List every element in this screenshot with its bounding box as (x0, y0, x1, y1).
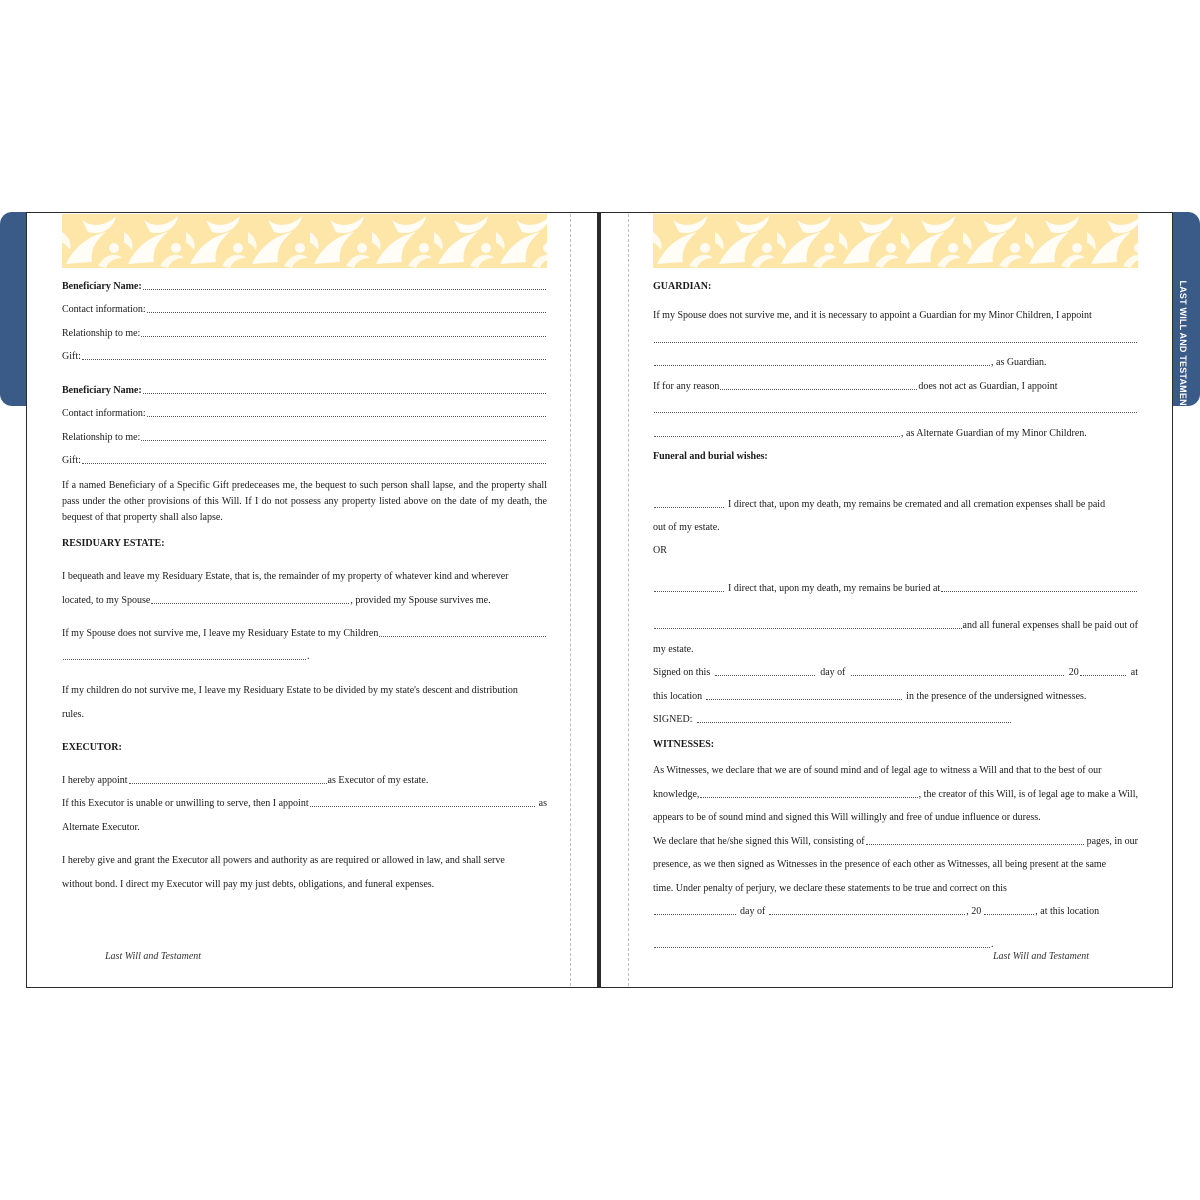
signed-line (653, 713, 1012, 726)
contact-info-row-1 (62, 303, 547, 316)
year-prefix: 20 (1068, 667, 1079, 678)
burial-line (653, 582, 1138, 595)
location-text: this location (653, 691, 703, 702)
witnesses-heading: WITNESSES: (653, 739, 715, 750)
signed-on-line (653, 666, 1138, 679)
beneficiary-name-field[interactable] (143, 280, 546, 290)
field-label: Beneficiary Name: (62, 385, 142, 396)
guardian-line: If my Spouse does not survive me, and it is necessary to appoint a Guardian for my Minor Children, I appoint (653, 310, 1092, 321)
residuary-text: located, to my Spouse (62, 595, 151, 606)
or-separator: OR (653, 545, 667, 556)
alternate-executor-label: Alternate Executor. (62, 822, 140, 833)
children-text: If my Spouse does not survive me, I leave my Residuary Estate to my Children (62, 628, 379, 639)
reason-text: If for any reason (653, 381, 720, 392)
perforation-left (570, 214, 571, 986)
as-guardian-text: , as Guardian. (991, 357, 1047, 368)
alternate-guardian-line-2 (653, 427, 1087, 440)
field-label: Relationship to me: (62, 328, 141, 339)
unable-text: If this Executor is unable or unwilling to serve, then I appoint (62, 798, 309, 809)
witness-line-3: appears to be of sound mind and signed this Will willingly and free of undue influence or duress. (653, 812, 1041, 823)
relationship-field[interactable] (141, 431, 546, 441)
witness-day-field[interactable] (654, 905, 736, 915)
lapse-paragraph: If a named Beneficiary of a Specific Gift predeceases me, the bequest to such person shall lapse, and the property shall pass under the other provisions of this Will. If I do not possess any property listed above on the date of my death, the bequest of that property shall also lapse. (62, 480, 547, 523)
witness-text: day of (740, 906, 766, 917)
witness-line-4 (653, 835, 1138, 848)
right-page (600, 212, 1173, 988)
beneficiary-name-row-2 (62, 384, 547, 397)
out-of-estate: out of my estate. (653, 522, 720, 533)
witness-text: knowledge, (653, 789, 700, 800)
contact-info-field[interactable] (147, 407, 546, 417)
section-tab-label: LAST WILL AND TESTAMENT (1178, 280, 1188, 412)
appoint-text: I hereby appoint (62, 775, 128, 786)
guardian-name-field[interactable] (720, 380, 917, 390)
burial-text: I direct that, upon my death, my remains be buried at (728, 583, 941, 594)
burial-initials-field[interactable] (654, 582, 724, 592)
location-line (653, 690, 1086, 703)
presence-text: in the presence of the undersigned witnesses. (906, 691, 1087, 702)
binder-spine (597, 212, 600, 988)
executor-field[interactable] (129, 774, 327, 784)
witness-month-field[interactable] (769, 905, 965, 915)
burial-location-field[interactable] (941, 582, 1137, 592)
signed-label: SIGNED: (653, 714, 693, 725)
beneficiary-name-row-1 (62, 280, 547, 293)
residuary-heading: RESIDUARY ESTATE: (62, 538, 165, 549)
relationship-row-2 (62, 431, 547, 444)
period: . (307, 651, 310, 662)
witness-location-field[interactable] (654, 938, 990, 948)
witness-year-field[interactable] (984, 905, 1034, 915)
cremation-initials-field[interactable] (654, 498, 724, 508)
burial-location-field-continued[interactable] (654, 619, 962, 629)
children-line (62, 627, 547, 640)
contact-info-field[interactable] (147, 303, 546, 313)
witness-text: , the creator of this Will, is of legal age to make a Will, (918, 789, 1138, 800)
my-estate: my estate. (653, 644, 694, 655)
witness-line-5: presence, as we then signed as Witnesses in the presence of each other as Witnesses, all being present at the same (653, 859, 1107, 870)
signed-location-field[interactable] (706, 690, 902, 700)
gift-row-2 (62, 454, 547, 467)
cremation-line (653, 498, 1138, 511)
contact-info-row-2 (62, 407, 547, 420)
page-count-field[interactable] (866, 835, 1084, 845)
right-damask-banner (653, 214, 1138, 268)
guardian-field-continued[interactable] (654, 356, 990, 366)
witness-line-7 (653, 905, 1099, 918)
witness-line-2 (653, 788, 1138, 801)
as-guardian-line (653, 356, 1047, 369)
funeral-expenses-line (653, 619, 1138, 632)
field-label: Contact information: (62, 408, 146, 419)
signature-field[interactable] (697, 713, 1011, 723)
powers-line-2: without bond. I direct my Executor will pay my just debts, obligations, and funeral expenses. (62, 879, 435, 890)
beneficiary-name-field[interactable] (143, 384, 546, 394)
period: . (991, 939, 994, 950)
witness-text: , 20 (966, 906, 982, 917)
alternate-guardian-text: , as Alternate Guardian of my Minor Children. (901, 428, 1087, 439)
left-damask-banner (62, 214, 547, 268)
perforation-right (628, 214, 629, 986)
witness-text: pages, in our (1086, 836, 1138, 847)
field-label: Relationship to me: (62, 432, 141, 443)
field-label: Gift: (62, 351, 81, 362)
relationship-field[interactable] (141, 327, 546, 337)
residuary-line-2 (62, 594, 547, 607)
witness-location-line (653, 938, 994, 951)
relationship-row-1 (62, 327, 547, 340)
right-footer: Last Will and Testament (993, 951, 1090, 962)
signed-day-field[interactable] (715, 666, 815, 676)
cremation-text: I direct that, upon my death, my remains be cremated and all cremation expenses shall be paid (728, 499, 1106, 510)
powers-line-1: I hereby give and grant the Executor all powers and authority as are required or allowed in law, and shall serve (62, 855, 505, 866)
appoint-text: as Executor of my estate. (327, 775, 429, 786)
funeral-heading: Funeral and burial wishes: (653, 451, 768, 462)
alternate-executor-line (62, 797, 547, 810)
signed-year-field[interactable] (1080, 666, 1126, 676)
children-field[interactable] (379, 627, 546, 637)
left-footer: Last Will and Testament (105, 951, 202, 962)
witness-line-1: As Witnesses, we declare that we are of sound mind and of legal age to witness a Will and that to the best of our (653, 765, 1102, 776)
reason-text: does not act as Guardian, I appoint (918, 381, 1058, 392)
descent-line-2: rules. (62, 709, 84, 720)
unable-text: as (538, 798, 547, 809)
damask-pattern-icon (653, 214, 1138, 268)
alternate-guardian-field[interactable] (654, 403, 1137, 413)
appoint-executor-line (62, 774, 428, 787)
witness-line-6: time. Under penalty of perjury, we declare these statements to be true and correct on this (653, 883, 1007, 894)
descent-line-1: If my children do not survive me, I leave my Residuary Estate to be divided by my state's descent and distribution (62, 685, 518, 696)
at-text: at (1130, 667, 1138, 678)
reason-line (653, 380, 1058, 393)
funeral-expenses-text: and all funeral expenses shall be paid out of (962, 620, 1138, 631)
signed-on-text: Signed on this (653, 667, 711, 678)
witness-text: , at this location (1035, 906, 1100, 917)
gift-field[interactable] (82, 350, 546, 360)
alternate-executor-field[interactable] (310, 797, 535, 807)
signed-month-field[interactable] (851, 666, 1064, 676)
witness-text: We declare that he/she signed this Will, consisting of (653, 836, 865, 847)
field-label: Gift: (62, 455, 81, 466)
residuary-text: , provided my Spouse survives me. (350, 595, 491, 606)
children-field-continued[interactable] (63, 650, 306, 660)
alternate-guardian-line-1 (653, 403, 1138, 413)
guardian-name-line (653, 333, 1138, 343)
damask-pattern-icon (62, 214, 547, 268)
guardian-field[interactable] (654, 333, 1137, 343)
residuary-line-1: I bequeath and leave my Residuary Estate, that is, the remainder of my property of whatever kind and wherever (62, 571, 509, 582)
executor-heading: EXECUTOR: (62, 742, 122, 753)
field-label: Contact information: (62, 304, 146, 315)
spouse-field[interactable] (151, 594, 349, 604)
testator-name-field[interactable] (700, 788, 917, 798)
gift-field[interactable] (82, 454, 546, 464)
children-line-2 (62, 650, 310, 663)
field-label: Beneficiary Name: (62, 281, 142, 292)
guardian-heading: GUARDIAN: (653, 281, 712, 292)
alternate-guardian-field-continued[interactable] (654, 427, 900, 437)
day-of-text: day of (820, 667, 846, 678)
gift-row-1 (62, 350, 547, 363)
